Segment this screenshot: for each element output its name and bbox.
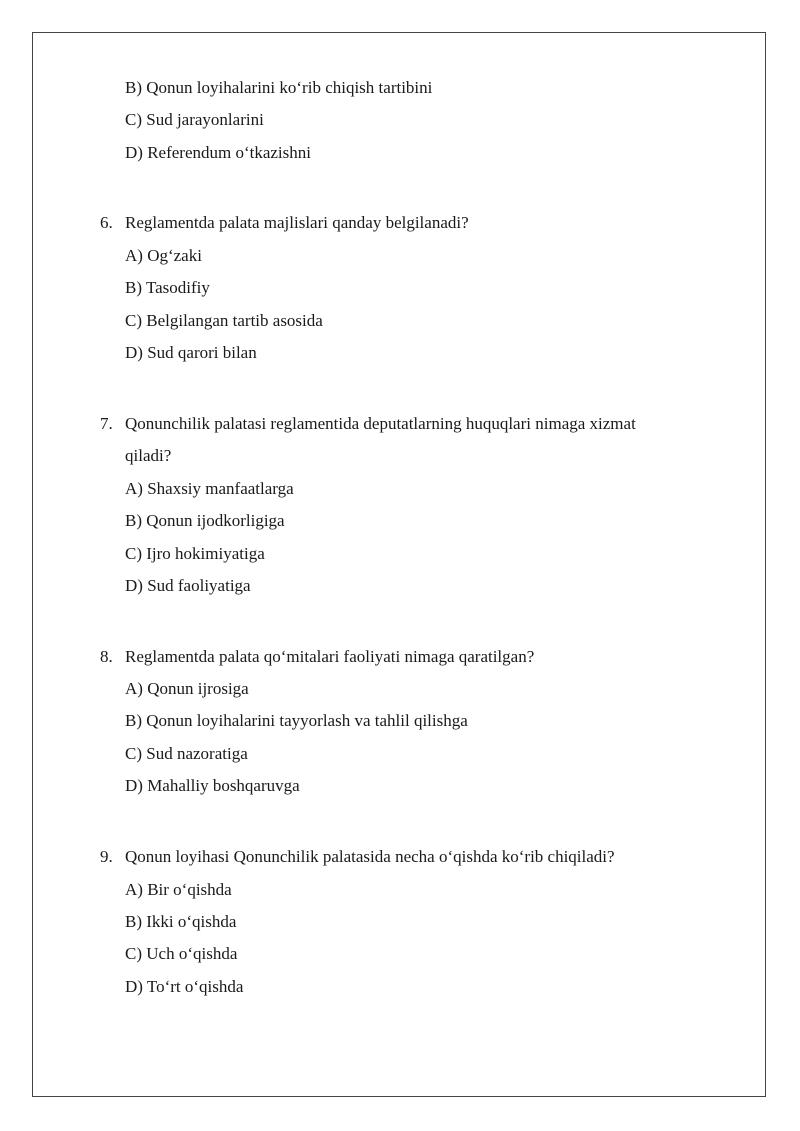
option-text: C) Sud nazoratiga: [125, 744, 248, 763]
question-number: 7.: [100, 414, 113, 433]
option-text: B) Qonun loyihalarini tayyorlash va tahlil qilishga: [125, 711, 468, 730]
option-text: B) Tasodifiy: [125, 278, 210, 297]
option-text: D) Sud qarori bilan: [125, 343, 257, 362]
option-text: D) Referendum o‘tkazishni: [125, 143, 311, 162]
option-text: A) Bir o‘qishda: [125, 880, 232, 899]
option-text: D) Mahalliy boshqaruvga: [125, 776, 300, 795]
option-text: C) Belgilangan tartib asosida: [125, 311, 323, 330]
question-text: Qonun loyihasi Qonunchilik palatasida necha o‘qishda ko‘rib chiqiladi?: [125, 847, 615, 866]
page-border: [32, 32, 766, 1097]
question-text: Reglamentda palata qo‘mitalari faoliyati nimaga qaratilgan?: [125, 647, 535, 666]
option-text: D) To‘rt o‘qishda: [125, 977, 244, 996]
question-number: 6.: [100, 213, 113, 232]
option-text: B) Qonun loyihalarini ko‘rib chiqish tartibini: [125, 78, 433, 97]
option-text: C) Ijro hokimiyatiga: [125, 544, 265, 563]
option-text: D) Sud faoliyatiga: [125, 576, 251, 595]
question-number: 8.: [100, 647, 113, 666]
option-text: A) Shaxsiy manfaatlarga: [125, 479, 294, 498]
question-text: Qonunchilik palatasi reglamentida deputatlarning huquqlari nimaga xizmat: [125, 414, 636, 433]
option-text: A) Og‘zaki: [125, 246, 202, 265]
option-text: A) Qonun ijrosiga: [125, 679, 249, 698]
option-text: C) Sud jarayonlarini: [125, 110, 264, 129]
question-text: Reglamentda palata majlislari qanday belgilanadi?: [125, 213, 469, 232]
option-text: B) Qonun ijodkorligiga: [125, 511, 285, 530]
question-text-continued: qiladi?: [125, 446, 172, 465]
option-text: B) Ikki o‘qishda: [125, 912, 237, 931]
question-number: 9.: [100, 847, 113, 866]
option-text: C) Uch o‘qishda: [125, 944, 238, 963]
